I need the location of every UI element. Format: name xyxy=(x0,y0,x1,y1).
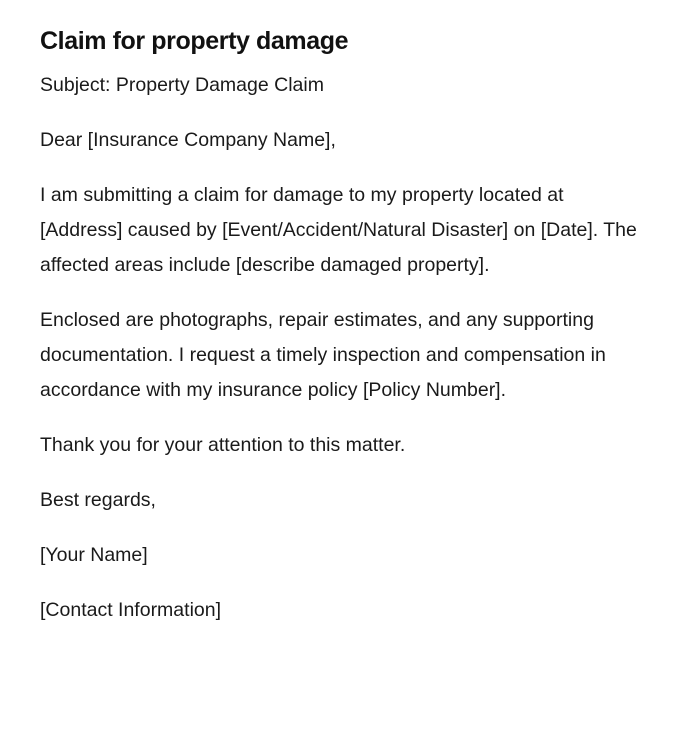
letter-contact-info: [Contact Information] xyxy=(40,599,222,621)
letter-paragraph-enclosures: Enclosed are photographs, repair estimates, and any supporting documentation. I request a timely inspection and compensation in accordance with my insurance policy [Policy Number]. xyxy=(40,309,606,401)
letter-salutation: Dear [Insurance Company Name], xyxy=(40,129,336,151)
letter-title: Claim for property damage xyxy=(40,27,349,55)
letter-paragraph-claim: I am submitting a claim for damage to my property located at [Address] caused by [Event/Accident/Natural Disaster] on [Date]. The affected areas include [describe damaged property]. xyxy=(40,184,637,276)
letter-document xyxy=(40,22,640,628)
letter-closing: Best regards, xyxy=(40,489,156,511)
letter-subject: Subject: Property Damage Claim xyxy=(40,74,324,96)
letter-thanks: Thank you for your attention to this matter. xyxy=(40,434,406,456)
letter-signature-name: [Your Name] xyxy=(40,544,148,566)
